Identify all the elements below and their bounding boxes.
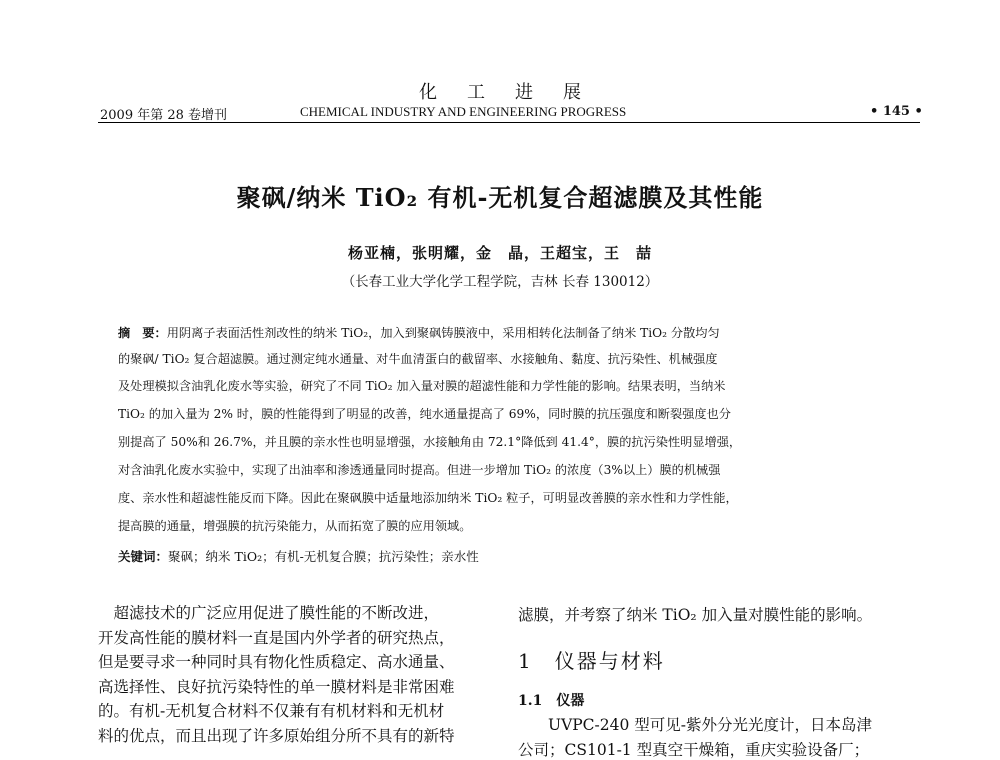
body-line: 高选择性、良好抗污染特性的单一膜材料是非常困难 — [98, 677, 455, 696]
abstract-label: 摘 要： — [118, 326, 167, 340]
body-right-line: 公司；CS101-1 型真空干燥箱，重庆实验设备厂； — [518, 741, 870, 759]
paper-title: 聚砜/纳米 TiO₂ 有机-无机复合超滤膜及其性能 — [236, 183, 764, 212]
keywords-label: 关键词： — [118, 549, 169, 564]
subsection-heading: 1.1 仪器 — [518, 693, 585, 709]
authors: 杨亚楠，张明耀，金 晶，王超宝，王 喆 — [347, 244, 652, 262]
body-right-line: 滤膜，并考察了纳米 TiO₂ 加入量对膜性能的影响。 — [518, 606, 873, 624]
abstract-line: 度、亲水性和超滤性能反而下降。因此在聚砜膜中适量地添加纳米 TiO₂ 粒子，可明显改善膜的亲水性和力学性能， — [118, 491, 738, 505]
page-number: • 145 • — [870, 104, 923, 119]
abstract-line: 摘 要：用阴离子表面活性剂改性的纳米 TiO₂，加入到聚砜铸膜液中，采用相转化法制备了纳米 TiO₂ 分散均匀 — [118, 326, 720, 340]
keywords — [118, 547, 479, 565]
section-heading: 1 仪器与材料 — [518, 649, 665, 673]
affiliation: （长春工业大学化学工程学院，吉林 长春 130012） — [341, 274, 659, 290]
journal-english-title: CHEMICAL INDUSTRY AND ENGINEERING PROGRESS — [300, 104, 627, 119]
journal-chinese-title: 化工进展 — [419, 82, 611, 103]
body-line: 料的优点，而且出现了许多原始组分所不具有的新特 — [98, 726, 455, 745]
abstract-line: 对含油乳化废水实验中，实现了出油率和渗透通量同时提高。但进一步增加 TiO₂ 的浓度（3%以上）膜的机械强 — [118, 463, 721, 477]
abstract-line: 的聚砜/ TiO₂ 复合超滤膜。通过测定纯水通量、对牛血清蛋白的截留率、水接触角、黏度、抗污染性、机械强度 — [118, 352, 718, 366]
keywords-text: 聚砜；纳米 TiO₂；有机-无机复合膜；抗污染性；亲水性 — [168, 549, 479, 564]
body-line: 的。有机-无机复合材料不仅兼有有机材料和无机材 — [98, 702, 445, 720]
body-left-column — [98, 601, 496, 748]
body-line: 但是要寻求一种同时具有物化性质稳定、高水通量、 — [98, 653, 455, 671]
issue-info: 2009 年第 28 卷增刊 — [100, 108, 228, 123]
body-line: 超滤技术的广泛应用促进了膜性能的不断改进， — [98, 604, 440, 622]
header-rule — [98, 122, 920, 123]
abstract-line: TiO₂ 的加入量为 2% 时，膜的性能得到了明显的改善，纯水通量提高了 69%，同时膜的抗压强度和断裂强度也分 — [118, 407, 731, 421]
abstract-line: 及处理模拟含油乳化废水等实验，研究了不同 TiO₂ 加入量对膜的超滤性能和力学性能的影响。结果表明，当纳米 — [118, 379, 726, 393]
abstract-line: 提高膜的通量，增强膜的抗污染能力，从而拓宽了膜的应用领域。 — [118, 519, 472, 533]
body-line: 开发高性能的膜材料一直是国内外学者的研究热点， — [98, 628, 455, 647]
body-right-line: UVPC-240 型可见-紫外分光光度计，日本岛津 — [548, 716, 873, 734]
abstract-line: 别提高了 50%和 26.7%，并且膜的亲水性也明显增强，水接触角由 72.1°降低到 41.4°，膜的抗污染性明显增强， — [118, 435, 742, 449]
